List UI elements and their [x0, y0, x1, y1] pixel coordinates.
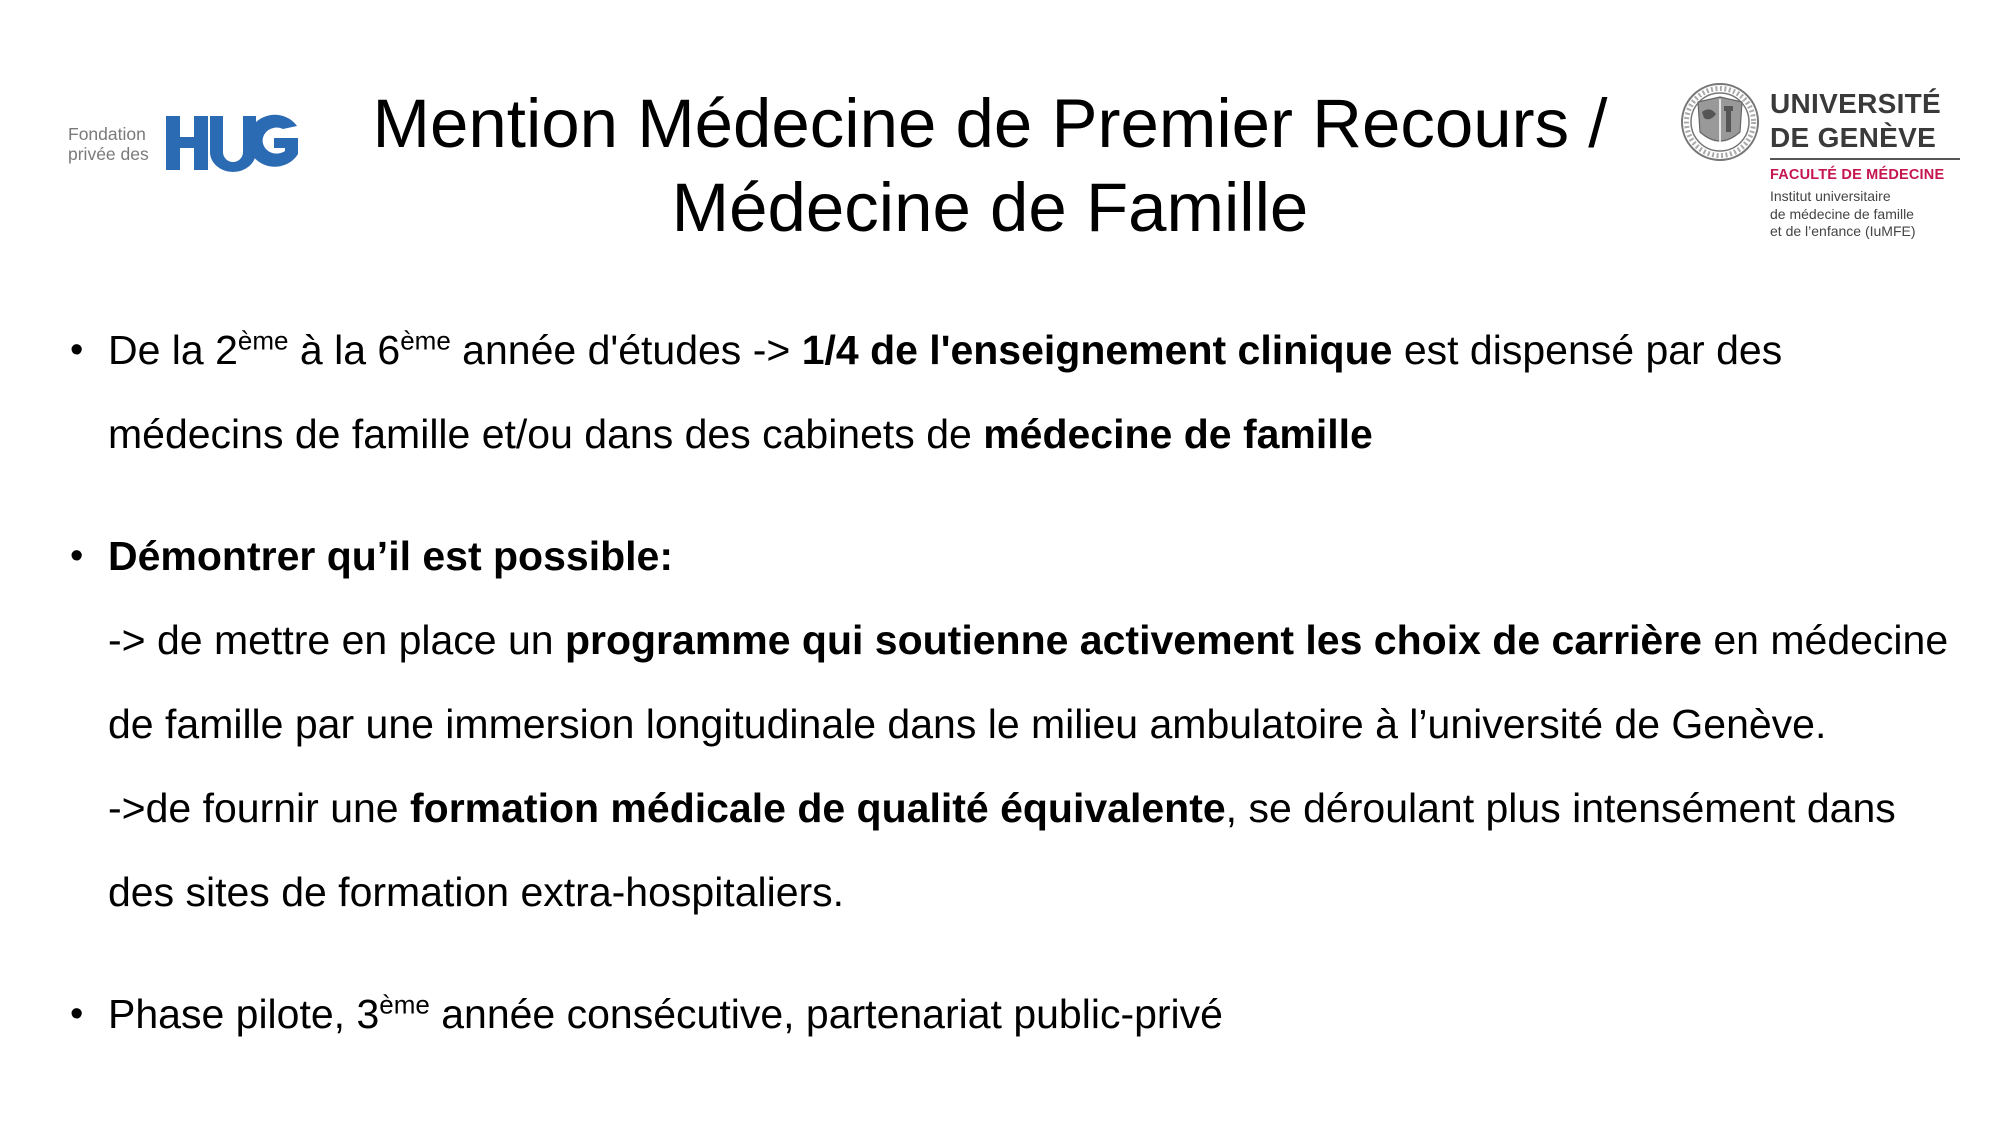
- unige-name-line2: DE GENÈVE: [1770, 122, 1937, 153]
- bullet2-line4: [108, 850, 1970, 934]
- bullet-pilot-phase: [70, 972, 1970, 1056]
- bullet2-line2: [108, 682, 1970, 766]
- text: est dispensé par des: [1392, 327, 1783, 373]
- superscript: ème: [379, 989, 430, 1020]
- text: à la 6: [288, 327, 401, 373]
- bullet1-line1: [108, 308, 1970, 392]
- unige-seal-icon: [1680, 82, 1760, 162]
- unige-faculty: FACULTÉ DE MÉDECINE: [1770, 167, 1945, 183]
- bullet2-heading: [108, 514, 1970, 598]
- bullet2-line3: [108, 766, 1970, 850]
- text: année d'études ->: [450, 327, 802, 373]
- text: des sites de formation extra-hospitaliers.: [108, 869, 845, 915]
- bullet1-line2: [108, 392, 1970, 476]
- bullet2-line1: [108, 598, 1970, 682]
- institute-line2: de médecine de famille: [1770, 205, 1914, 222]
- title-line2: Médecine de Famille: [671, 169, 1309, 246]
- text: médecins de famille et/ou dans des cabinets de: [108, 411, 984, 457]
- hug-fondation-text: [68, 124, 149, 164]
- bullet-demonstrate: [70, 514, 1970, 934]
- title-line1: Mention Médecine de Premier Recours /: [372, 85, 1608, 162]
- bold-text: 1/4 de l'enseignement clinique: [801, 327, 1393, 373]
- superscript: ème: [400, 325, 451, 356]
- hug-logo: [68, 112, 298, 178]
- text: Phase pilote, 3: [108, 991, 380, 1037]
- institute-line1: Institut universitaire: [1770, 188, 1891, 204]
- bullet-glyph: •: [70, 535, 84, 577]
- bullet-clinical-teaching: [70, 308, 1970, 476]
- text: , se déroulant plus intensément dans: [1225, 785, 1896, 831]
- unige-divider: [1770, 158, 1960, 160]
- unige-name-line1: UNIVERSITÉ: [1770, 88, 1942, 119]
- unige-logo: [1680, 82, 1960, 242]
- bold-text: médecine de famille: [983, 411, 1373, 457]
- unige-institute: [1770, 188, 1916, 241]
- bold-text: programme qui soutienne activement les choix de carrière: [564, 617, 1702, 663]
- text: en médecine: [1701, 617, 1949, 663]
- text: année consécutive, partenariat public-privé: [429, 991, 1223, 1037]
- text: -> de mettre en place un: [108, 617, 565, 663]
- slide-title: [330, 82, 1650, 250]
- unige-name: [1770, 87, 1941, 155]
- hug-wordmark-icon: [166, 112, 298, 174]
- bold-text: formation médicale de qualité équivalente: [410, 785, 1226, 831]
- text: de famille par une immersion longitudinale dans le milieu ambulatoire à l’université de Genève.: [108, 701, 1827, 747]
- bold-text: Démontrer qu’il est possible:: [108, 533, 673, 579]
- text: De la 2: [108, 327, 238, 373]
- institute-line3: et de l’enfance (IuMFE): [1770, 223, 1916, 239]
- text: ->de fournir une: [108, 785, 410, 831]
- slide-body: [70, 300, 1970, 1056]
- bullet3-line1: [108, 972, 1970, 1056]
- superscript: ème: [237, 325, 289, 356]
- bullet-glyph: •: [70, 993, 84, 1035]
- hug-line2: privée des: [68, 144, 149, 164]
- hug-line1: Fondation: [68, 124, 146, 144]
- bullet-glyph: •: [70, 329, 84, 371]
